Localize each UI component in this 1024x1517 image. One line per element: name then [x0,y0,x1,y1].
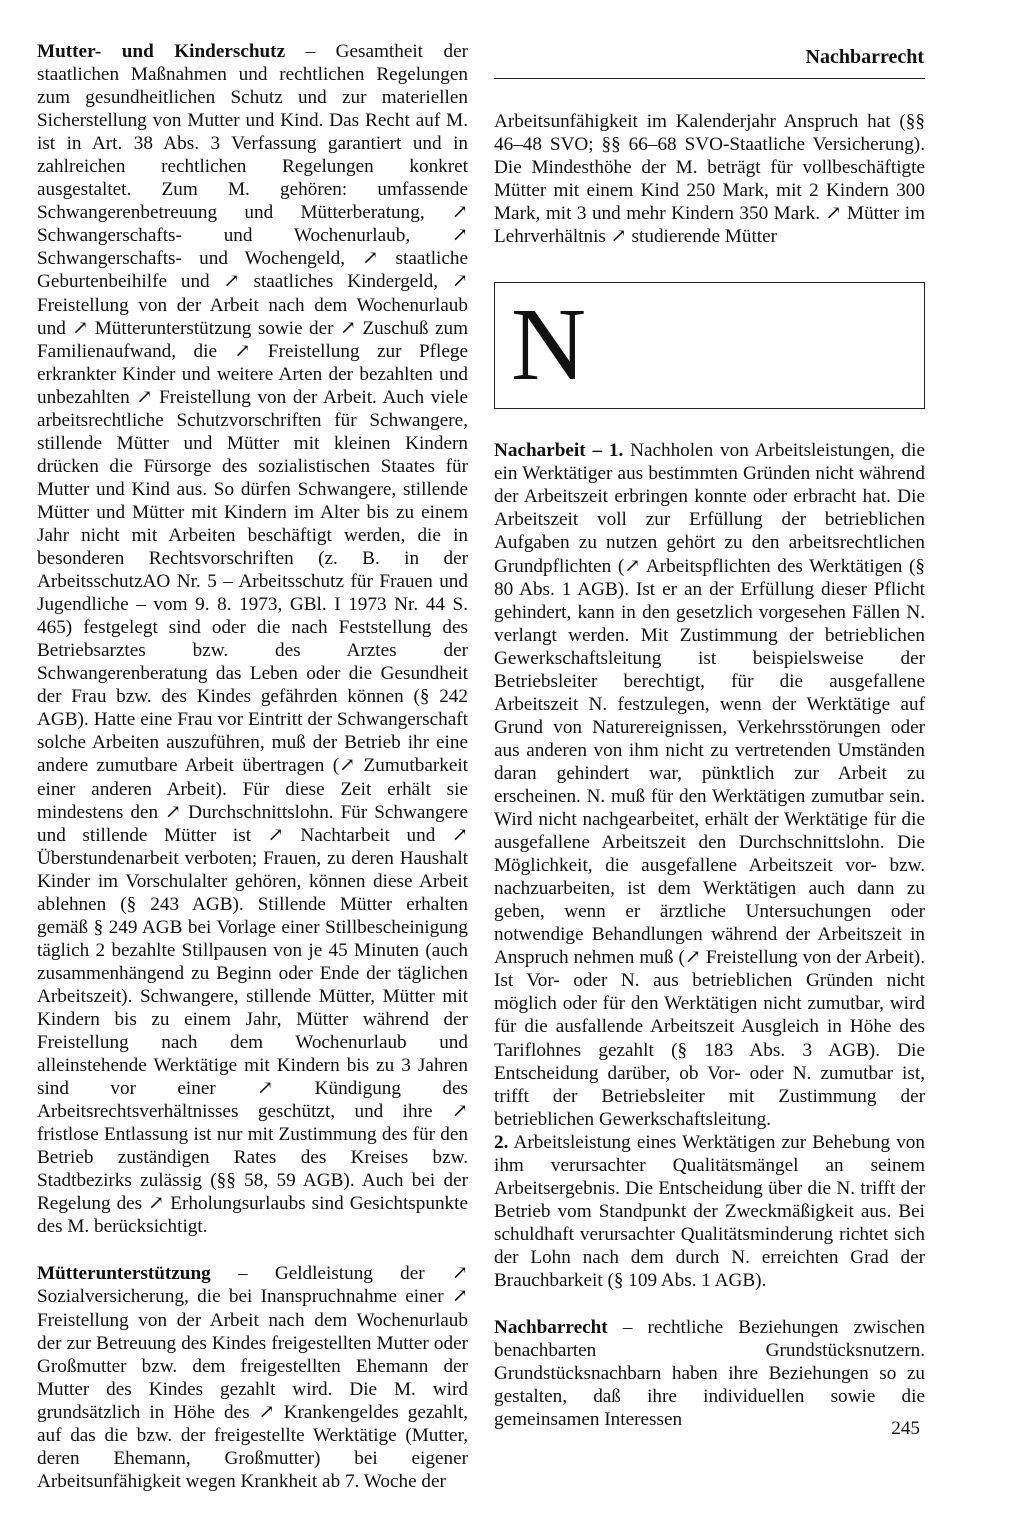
entry-text: – rechtliche Beziehungen zwischen benachbarten Grundstücksnutzern. Grundstücksnachbarn haben ihre Beziehungen so zu gestalten, daß ihre individuellen sowie die gemeinsamen Interessen [494,1317,925,1431]
entry-term: Nacharbeit [494,440,586,462]
entry-nacharbeit [494,439,925,1292]
entry-paragraph [494,1131,925,1292]
header-rule [494,78,925,79]
entry-text: – Gesamtheit der staatlichen Maßnahmen und rechtlichen Regelungen zum gesundheitlichen Schutz und zur materiellen Sicherstellung von Mutter und Kind. Das Recht auf M. ist in Art. 38 Abs. 3 Verfassung garantiert und in zahlreichen rechtlichen Regelungen konkret ausgestaltet. Zum M. gehören: umfassende Schwangerenbetreuung und Mütterberatung, ↗ Schwangerschafts- und Wochenurlaub, ↗ Schwangerschafts- und Wochengeld, ↗ staatliche Geburtenbeihilfe und ↗ staatliches Kindergeld, ↗ Freistellung von der Arbeit nach dem Wochenurlaub und ↗ Mütterunterstützung sowie der ↗ Zuschuß zum Familienaufwand, die ↗ Freistellung zur Pflege erkrankter Kinder und weitere Arten der bezahlten und unbezahlten ↗ Freistellung von der Arbeit. Auch viele arbeitsrechtliche Schutzvorschriften für Schwangere, stillende Mütter und Mütter mit kleinen Kindern drücken die Fürsorge des sozialistischen Staates für Mutter und Kind aus. So dürfen Schwangere, stillende Mütter und Mütter mit Kindern im Alter bis zu einem Jahr nicht mit Arbeiten beschäftigt werden, die in besonderen Rechtsvorschriften (z. B. in der ArbeitsschutzAO Nr. 5 – Arbeitsschutz für Frauen und Jugendliche – vom 9. 8. 1973, GBl. I 1973 Nr. 44 S. 465) festgelegt sind oder die nach Feststellung des Betriebsarztes bzw. des Arztes der Schwangerenberatung das Leben oder die Gesundheit der Frau bzw. des Kindes gefährden können (§ 242 AGB). Hatte eine Frau vor Eintritt der Schwangerschaft solche Arbeiten auszuführen, muß der Betrieb ihr eine andere zumutbare Arbeit übertragen (↗ Zumutbarkeit einer anderen Arbeit). Für diese Zeit erhält sie mindestens den ↗ Durchschnittslohn. Für Schwangere und stillende Mütter ist ↗ Nachtarbeit und ↗ Überstundenarbeit verboten; Frauen, zu deren Haushalt Kinder im Vorschulalter gehören, können diese Arbeit ablehnen (§ 243 AGB). Stillende Mütter erhalten gemäß § 249 AGB bei Vorlage einer Stillbescheinigung täglich 2 bezahlte Stillpausen von je 45 Minuten (auch zusammenhängend zu Beginn oder Ende der täglichen Arbeitszeit). Schwangere, stillende Mütter, Mütter mit Kindern bis zu einem Jahr, Mütter während der Freistellung nach dem Wochenurlaub und alleinstehende Werktätige mit Kindern bis zu 3 Jahren sind vor einer ↗ Kündigung des Arbeitsrechtsverhältnisses geschützt, und ihre ↗ fristlose Entlassung ist nur mit Zustimmung des für den Betrieb zuständigen Rates des Kreises bzw. Stadtbezirks zulässig (§§ 58, 59 AGB). Auch bei der Regelung des ↗ Erholungsurlaubs sind Gesichtspunkte des M. berücksichtigt. [37,41,468,1238]
entry-term: Mütterunterstützung [37,1263,211,1285]
left-column [37,40,468,1517]
entry-text: Nachholen von Arbeitsleistungen, die ein Werktätiger aus bestimmten Gründen nicht während der Arbeitszeit erbringen konnte oder erbracht hat. Die Arbeitszeit voll zur Erfüllung der betrieblichen Aufgaben zu nutzen gehört zu den arbeitsrechtlichen Grundpflichten (↗ Arbeitspflichten des Werktätigen (§ 80 Abs. 1 AGB). Ist er an der Erfüllung dieser Pflicht gehindert, kann in den gesetzlich vorgesehen Fällen N. verlangt werden. Mit Zustimmung der betrieblichen Gewerkschaftsleitung ist beispielsweise der Betriebsleiter berechtigt, für die ausgefallene Arbeitszeit N. festzulegen, wenn der Werktätige auf Grund von Naturereignissen, Verkehrsstörungen oder aus anderen von ihm nicht zu vertretenden Umständen daran gehindert war, pünktlich zur Arbeit zu erscheinen. N. muß für den Werktätigen zumutbar sein. Wird nicht nachgearbeitet, erhält der Werktätige für die ausgefallene Arbeitszeit den Durchschnittslohn. Die Möglichkeit, die ausgefallene Arbeitszeit vor- bzw. nachzuarbeiten, ist dem Werktätigen auch dann zu geben, wenn er ärztliche Untersuchungen oder notwendige Behandlungen während der Arbeitszeit in Anspruch nehmen muß (↗ Freistellung von der Arbeit). Ist Vor- oder N. aus betrieblichen Gründen nicht möglich oder für den Werktätigen nicht zumutbar, wird für die ausfallende Arbeitszeit Ausgleich in Höhe des Tariflohnes gezahlt (§ 183 Abs. 3 AGB). Die Entscheidung darüber, ob Vor- oder N. zumutbar ist, trifft der Betriebsleiter mit Zustimmung der betrieblichen Gewerkschaftsleitung. [494,440,925,1130]
section-letter: N [511,287,587,403]
right-column [494,110,925,1455]
entry-term: Mutter- und Kinderschutz [37,41,286,62]
entry-paragraph [37,40,468,1238]
entry-paragraph [494,439,925,1130]
entry-paragraph [37,1262,468,1492]
entry-text: Arbeitsleistung eines Werktätigen zur Behebung von ihm verursachter Qualitätsmängel an seinem Arbeitsergebnis. Die Entscheidung über die N. trifft der Betrieb vom Standpunkt der Zweckmäßigkeit aus. Bei schuldhaft verursachter Qualitätsminderung richtet sich der Lohn nach dem durch N. erreichten Grad der Brauchbarkeit (§ 109 Abs. 1 AGB). [494,1131,925,1291]
entry-sub-label: – 1. [585,440,624,462]
entry-continuation [494,110,925,248]
entry-sub-label: 2. [494,1131,509,1153]
section-letter-box [494,282,925,409]
entry-text: Arbeitsunfähigkeit im Kalenderjahr Anspruch hat (§§ 46–48 SVO; §§ 66–68 SVO-Staatliche Versicherung). Die Mindesthöhe der M. beträgt für vollbeschäftigte Mütter mit einem Kind 250 Mark, mit 2 Kindern 300 Mark, mit 3 und mehr Kindern 350 Mark. ↗ Mütter im Lehrverhältnis ↗ studierende Mütter [494,111,925,248]
entry-paragraph [494,1316,925,1431]
entry-text: – Geldleistung der ↗ Sozialversicherung, die bei Inanspruchnahme einer ↗ Freistellung von der Arbeit nach dem Wochenurlaub der zur Betreuung des Kindes freigestellten Mutter oder Großmutter bzw. dem freigestellten Ehemann der Mutter des Kindes gezahlt wird. Die M. wird grundsätzlich in Höhe des ↗ Krankengeldes gezahlt, auf das die bzw. der freigestellte Werktätige (Mutter, deren Ehemann, Großmutter) bei eigener Arbeitsunfähigkeit wegen Krankheit ab 7. Woche der [37,1263,468,1492]
running-header-title: Nachbarrecht [805,46,924,68]
entry-mutter-und-kinderschutz [37,40,468,1238]
entry-nachbarrecht [494,1316,925,1431]
entry-term: Nachbarrecht [494,1317,608,1339]
page-number: 245 [891,1418,920,1439]
entry-muetterunterstuetzung [37,1262,468,1492]
